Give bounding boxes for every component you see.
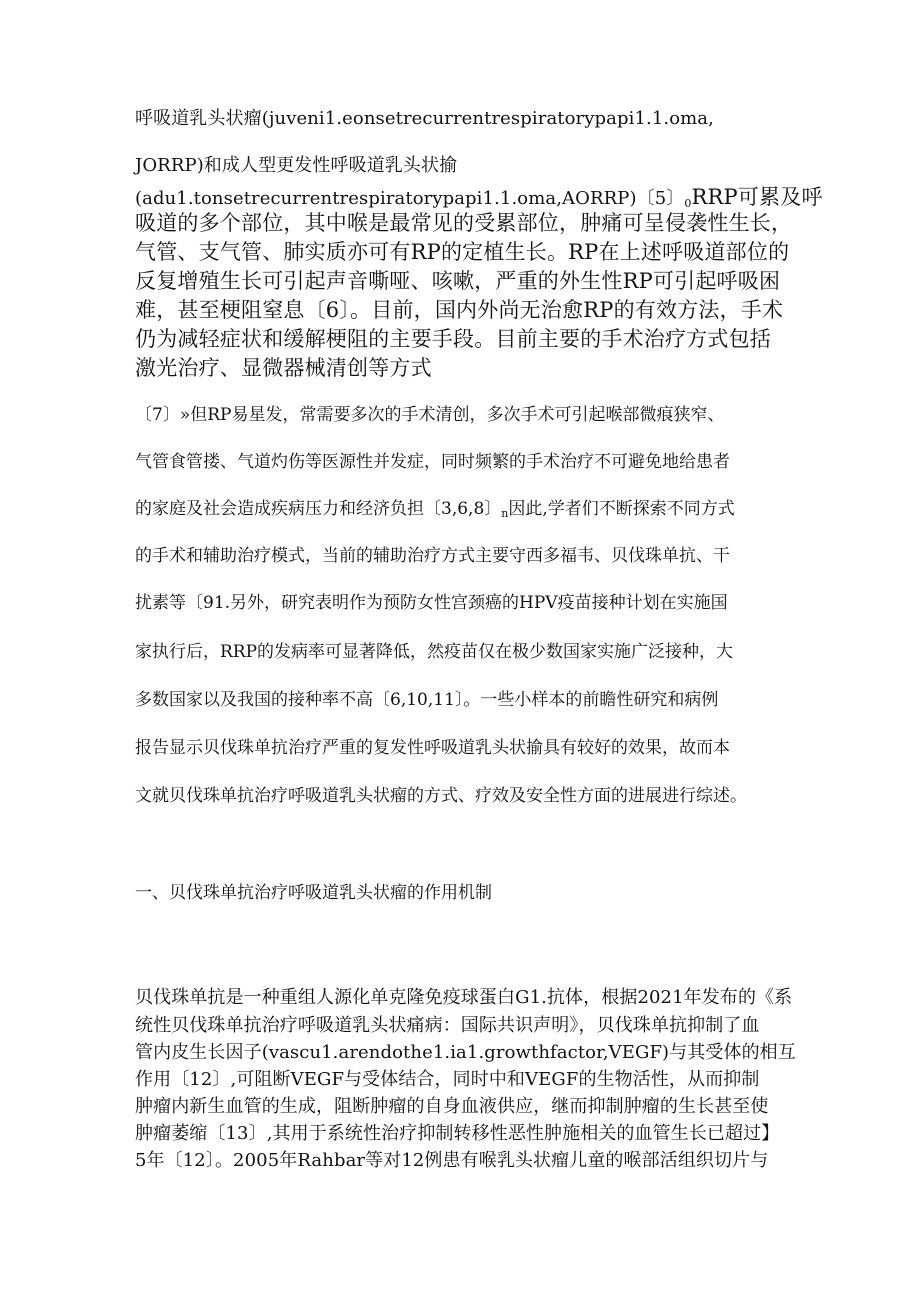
paragraph1-line-2: JORRP)和成人型更发性呼吸道乳头状揄 [135, 155, 458, 176]
paragraph1-subscript: 0 [684, 197, 692, 210]
paragraph3-line-2: 统性贝伐珠单抗治疗呼吸道乳头状痛病：国际共识声明》，贝伐珠单抗抑制了血 [135, 1015, 760, 1036]
paragraph1-line-6: 反复增殖生长可引起声音嘶哑、咳嗽，严重的外生性RP可引起呼吸困 [135, 269, 781, 293]
paragraph2-line-6: 家执行后，RRP的发病率可显著降低，然疫苗仅在极少数国家实施广泛接种，大 [135, 642, 734, 662]
paragraph2-line-8: 报告显示贝伐珠单抗治疗严重的复发性呼吸道乳头状揄具有较好的效果，故而本 [135, 738, 730, 758]
paragraph1-line-3-tail: RRP可累及呼 [691, 185, 823, 209]
section-heading: 一、贝伐珠单抗治疗呼吸道乳头状瘤的作用机制 [135, 883, 492, 903]
paragraph1-line-8: 仍为减轻症状和缓解梗阻的主要手段。目前主要的手术治疗方式包括 [135, 327, 771, 351]
paragraph3-line-7: 5年〔12〕。2005年Rahbar等对12例患有喉乳头状瘤儿童的喉部活组织切片与 [135, 1150, 769, 1171]
paragraph3-line-4: 作用〔12〕,可阻断VEGF与受体结合，同时中和VEGF的生物活性，从而抑制 [135, 1069, 760, 1090]
paragraph2-line-1: 〔7〕»但RP易星发，常需要多次的手术清创，多次手术可引起喉部微痕狭窄、 [135, 405, 725, 425]
paragraph3-line-6: 肿瘤萎缩〔13〕,其用于系统性治疗抑制转移性恶性肿施相关的血管生长已超过】 [135, 1123, 780, 1144]
paragraph2-line-2: 气管食管搂、气道灼伤等医源性并发症，同时频繁的手术治疗不可避免地给患者 [135, 452, 730, 472]
paragraph1-line-1: 呼吸道乳头状瘤(juveni1.eonsetrecurrentrespiratorypapi1.1.oma, [135, 108, 714, 129]
paragraph2-line-3-head: 的家庭及社会造成疾病压力和经济负担〔3,6,8〕 [135, 499, 502, 519]
paragraph3-line-1: 贝伐珠单抗是一种重组人源化单克隆免疫球蛋白G1.抗体，根据2021年发布的《系 [135, 987, 793, 1008]
paragraph1-line-5: 气管、支气管、肺实质亦可有RP的定植生长。RP在上述呼吸道部位的 [135, 240, 790, 264]
paragraph2-line-9: 文就贝伐珠单抗治疗呼吸道乳头状瘤的方式、疗效及安全性方面的进展进行综述。 [135, 786, 747, 806]
paragraph1-line-9: 激光治疗、显微器械清创等方式 [135, 356, 432, 380]
paragraph3-line-3: 管内皮生长因子(vascu1.arendothe1.ia1.growthfactor,VEGF)与其受体的相互 [135, 1042, 796, 1063]
paragraph2-line-3-tail: 因此,学者们不断探索不同方式 [508, 499, 735, 519]
paragraph3-line-5: 肿瘤内新生血管的生成，阻断肿瘤的自身血液供应，继而抑制肿瘤的生长甚至使 [135, 1096, 769, 1117]
paragraph2-subscript: n [501, 507, 509, 520]
paragraph2-line-3 [135, 494, 735, 520]
paragraph1-line-7: 难，甚至梗阻窒息〔6〕。目前，国内外尚无治愈RP的有效方法，手术 [135, 298, 784, 322]
paragraph2-line-5: 扰素等〔91.另外，研究表明作为预防女性宫颈癌的HPV疫苗接种计划在实施国 [135, 593, 728, 613]
paragraph2-line-7: 多数国家以及我国的接种率不高〔6,10,11〕。一些小样本的前瞻性研究和病例 [135, 690, 719, 710]
paragraph1-line-4: 吸道的多个部位，其中喉是最常见的受累部位，肿痛可呈侵袭性生长， [135, 211, 793, 235]
paragraph2-line-4: 的手术和辅助治疗模式，当前的辅助治疗方式主要守西多福韦、贝伐珠单抗、干 [135, 546, 730, 566]
paragraph1-line-3-head: (adu1.tonsetrecurrentrespiratorypapi1.1.oma,AORRP)〔5〕 [135, 188, 685, 209]
